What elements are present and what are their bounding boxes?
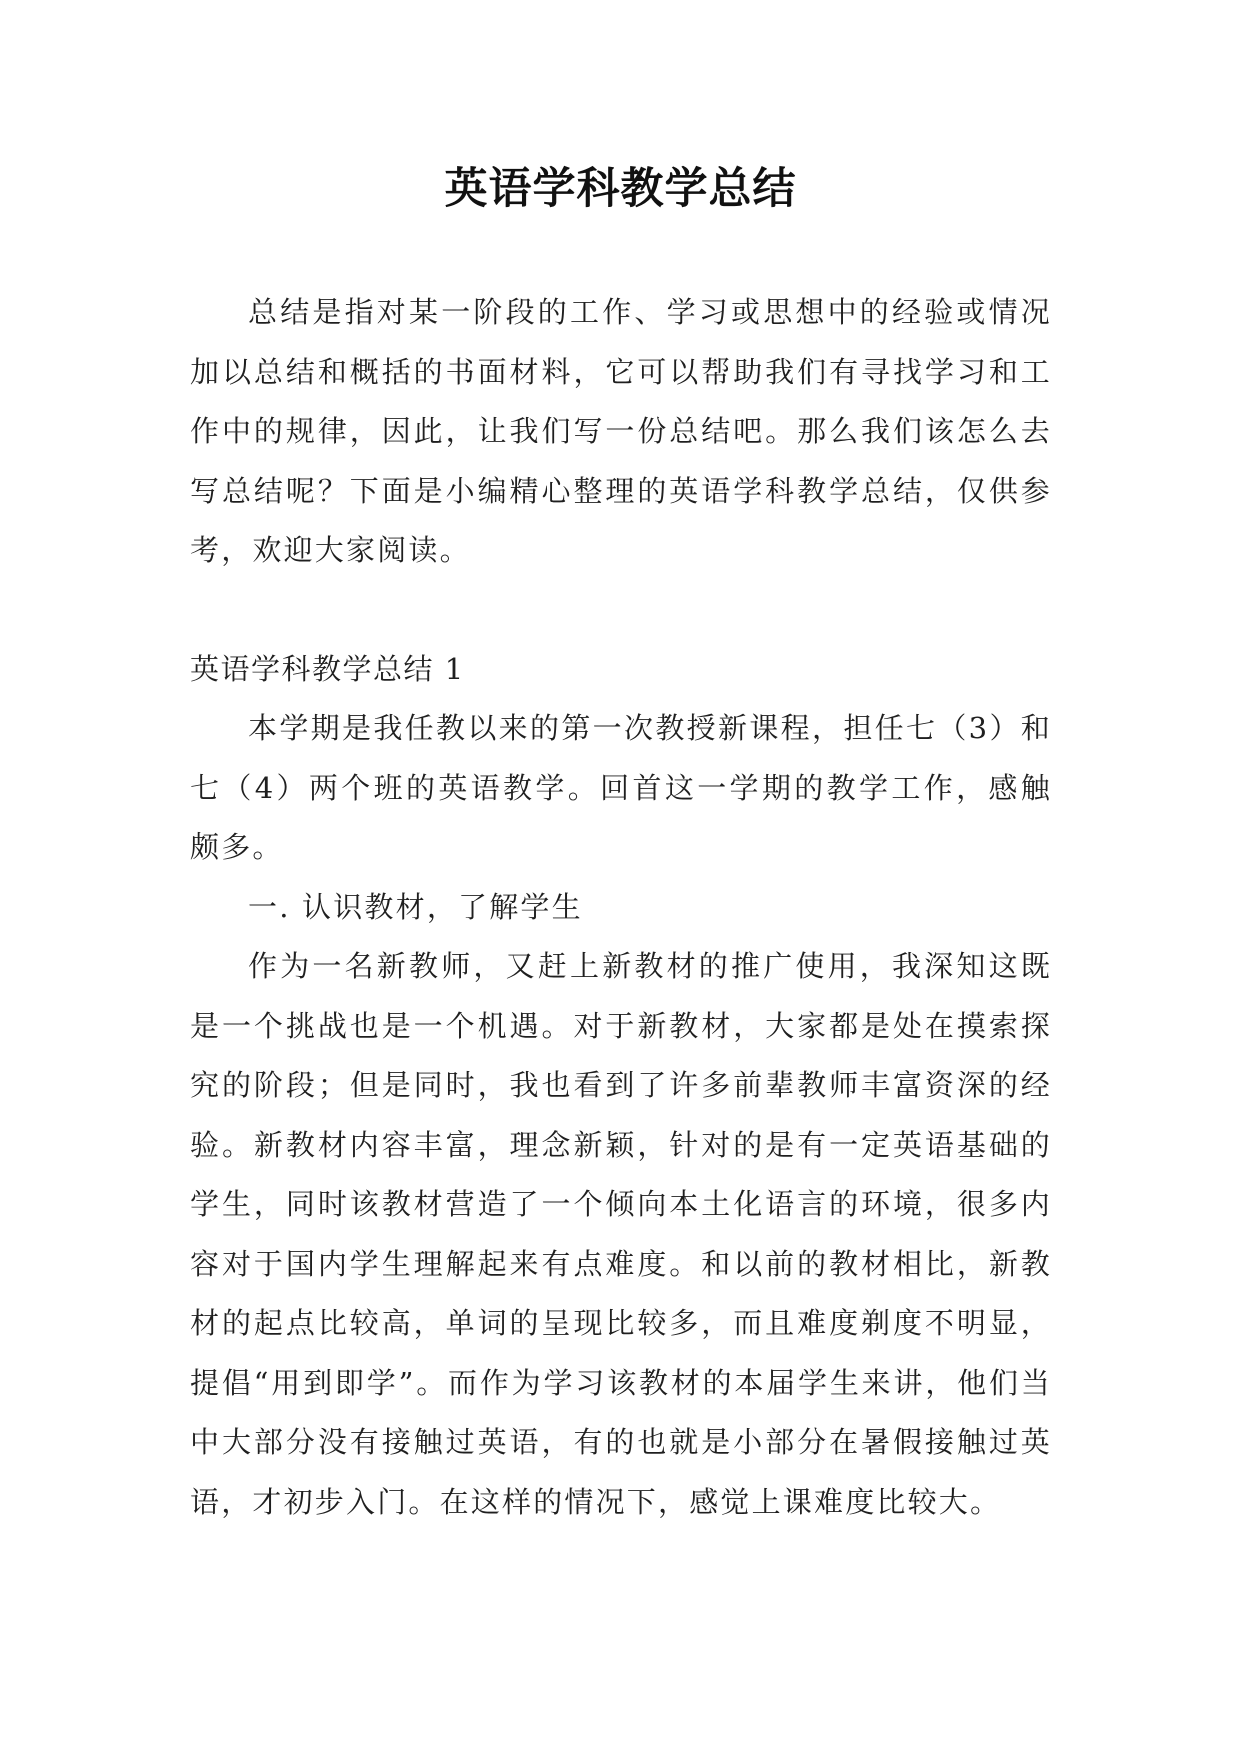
paragraph-spacer [190, 581, 1052, 640]
document-title: 英语学科教学总结 [444, 164, 797, 214]
body-paragraph-2: 作为一名新教师，又赶上新教材的推广使用，我深知这既是一个挑战也是一个机遇。对于新教材，大家都是处在摸索探究的阶段；但是同时，我也看到了许多前辈教师丰富资深的经验。新教材内容丰富，理念新颖，针对的是有一定英语基础的学生，同时该教材营造了一个倾向本土化语言的环境，很多内容对于国内学生理解起来有点难度。和以前的教材相比，新教材的起点比较高，单词的呈现比较多，而且难度剃度不明显，提倡“用到即学”。而作为学习该教材的本届学生来讲，他们当中大部分没有接触过英语，有的也就是小部分在暑假接触过英语，才初步入门。在这样的情况下，感觉上课难度比较大。 [190, 949, 1052, 1519]
document-body [190, 283, 1052, 1532]
section-heading: 英语学科教学总结 1 [190, 651, 465, 686]
intro-paragraph: 总结是指对某一阶段的工作、学习或思想中的经验或情况加以总结和概括的书面材料，它可以帮助我们有寻找学习和工作中的规律，因此，让我们写一份总结吧。那么我们该怎么去写总结呢？下面是小编精心整理的英语学科教学总结，仅供参考，欢迎大家阅读。 [190, 295, 1052, 567]
subheading-1: 一. 认识教材，了解学生 [248, 889, 583, 924]
body-paragraph-1: 本学期是我任教以来的第一次教授新课程，担任七（3）和七（4）两个班的英语教学。回首这一学期的教学工作，感触颇多。 [190, 711, 1052, 864]
